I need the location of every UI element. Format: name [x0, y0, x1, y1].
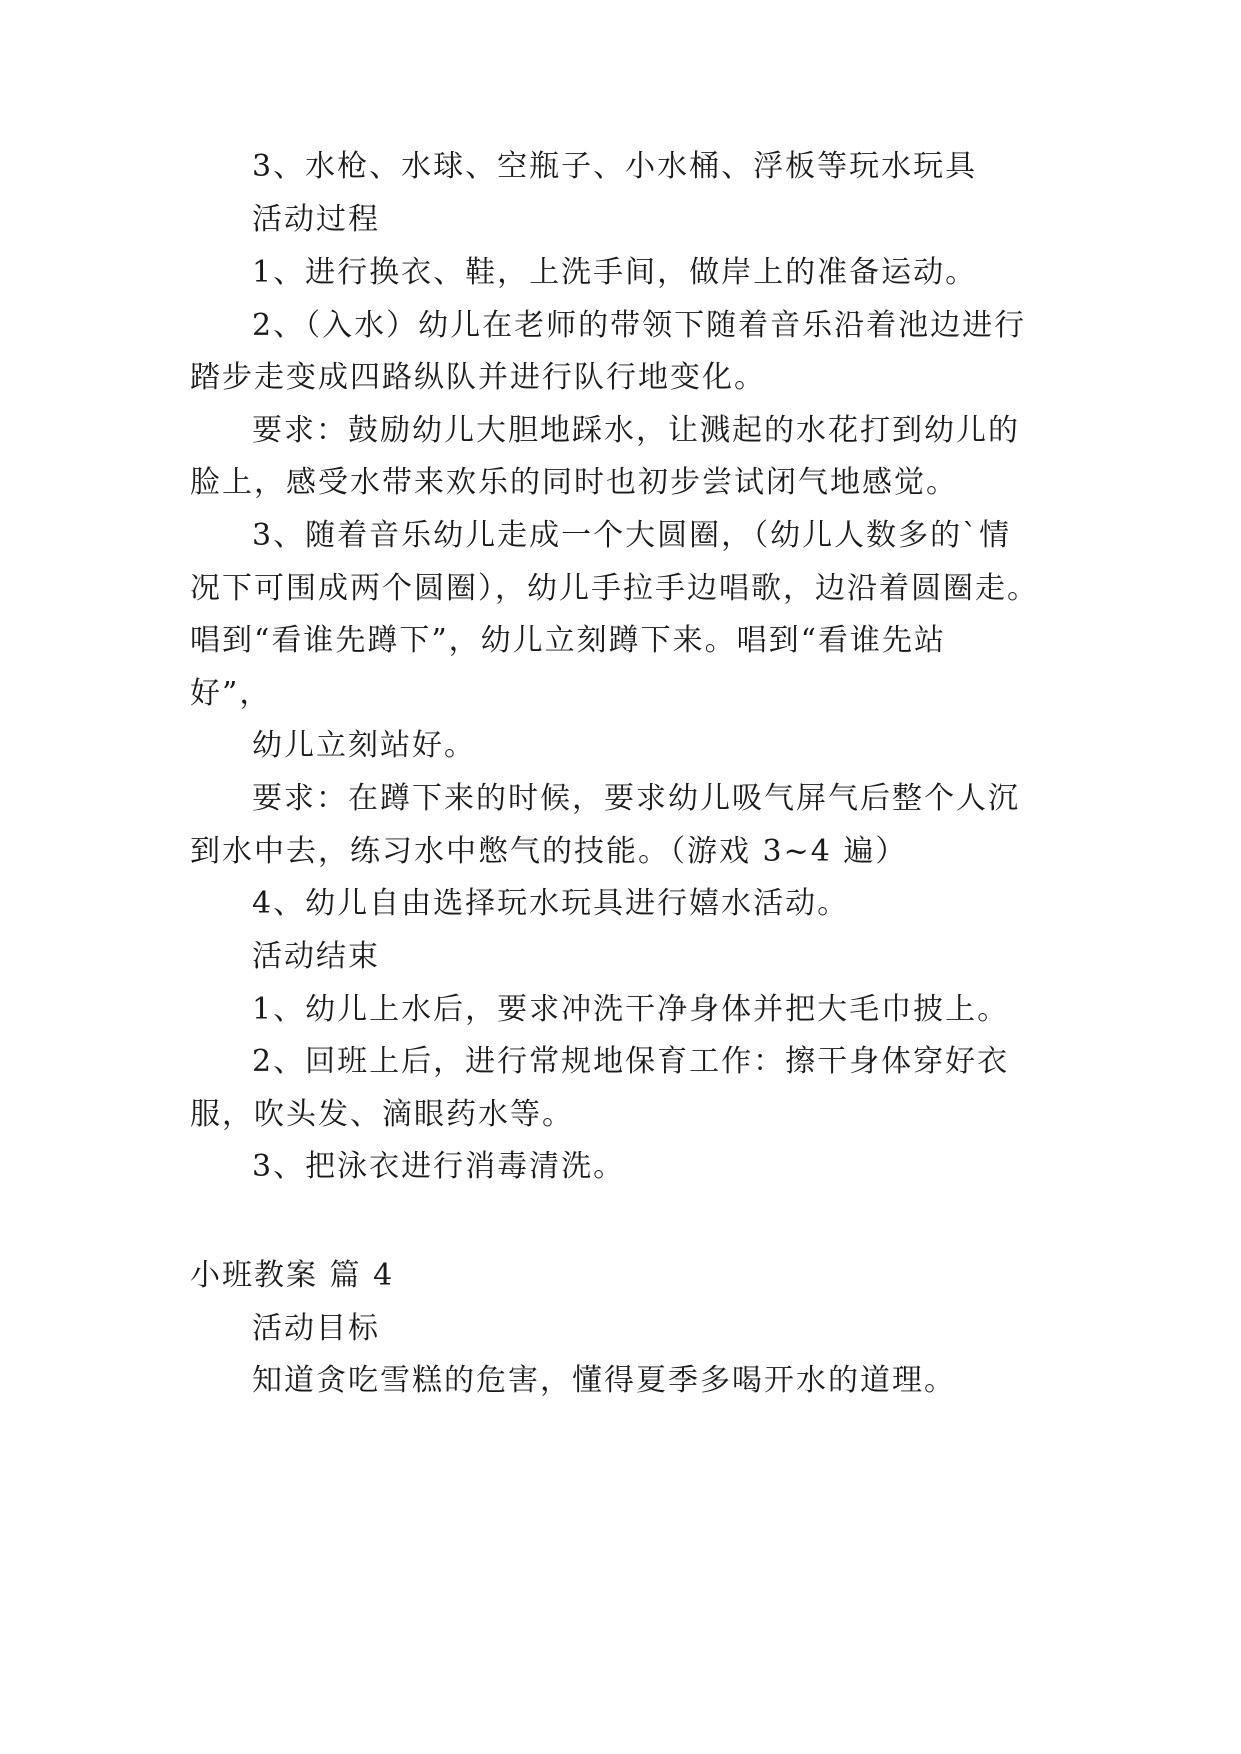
text-line: 2、回班上后，进行常规地保育工作：擦干身体穿好衣: [252, 1044, 1010, 1079]
text-line: 踏步走变成四路纵队并进行队行地变化。: [190, 360, 766, 395]
section-heading: 活动过程: [252, 202, 380, 237]
text-line: 唱到“看谁先蹲下”，幼儿立刻蹲下来。唱到“看谁先站: [190, 623, 947, 658]
text-line: 好”，: [190, 676, 272, 711]
text-line: 3、把泳衣进行消毒清洗。: [252, 1149, 626, 1184]
text-line: 到水中去，练习水中憋气的技能。（游戏 3~4 遍）: [190, 834, 908, 869]
text-line: 4、幼儿自由选择玩水玩具进行嬉水活动。: [252, 886, 850, 921]
text-line: 1、幼儿上水后，要求冲洗干净身体并把大毛巾披上。: [252, 992, 1010, 1027]
text-line: 1、进行换衣、鞋，上洗手间，做岸上的准备运动。: [252, 255, 978, 290]
text-line: 3、水枪、水球、空瓶子、小水桶、浮板等玩水玩具: [252, 149, 978, 184]
text-line: 知道贪吃雪糕的危害，懂得夏季多喝开水的道理。: [252, 1363, 956, 1398]
text-line: 服，吹头发、滴眼药水等。: [190, 1097, 574, 1132]
lesson-title: 小班教案 篇 4: [190, 1258, 395, 1293]
section-heading: 活动结束: [252, 939, 380, 974]
text-line: 幼儿立刻站好。: [252, 728, 476, 763]
text-line: 脸上，感受水带来欢乐的同时也初步尝试闭气地感觉。: [190, 465, 958, 500]
text-line: 况下可围成两个圆圈），幼儿手拉手边唱歌，边沿着圆圈走。: [190, 571, 1039, 606]
text-line: 2、（入水）幼儿在老师的带领下随着音乐沿着池边进行: [252, 308, 1027, 343]
section-heading: 活动目标: [252, 1311, 380, 1346]
text-line: 要求：在蹲下来的时候，要求幼儿吸气屏气后整个人沉: [252, 781, 1020, 816]
text-line: 要求：鼓励幼儿大胆地踩水，让溅起的水花打到幼儿的: [252, 413, 1020, 448]
text-line: 3、随着音乐幼儿走成一个大圆圈，（幼儿人数多的`情: [252, 518, 1012, 553]
